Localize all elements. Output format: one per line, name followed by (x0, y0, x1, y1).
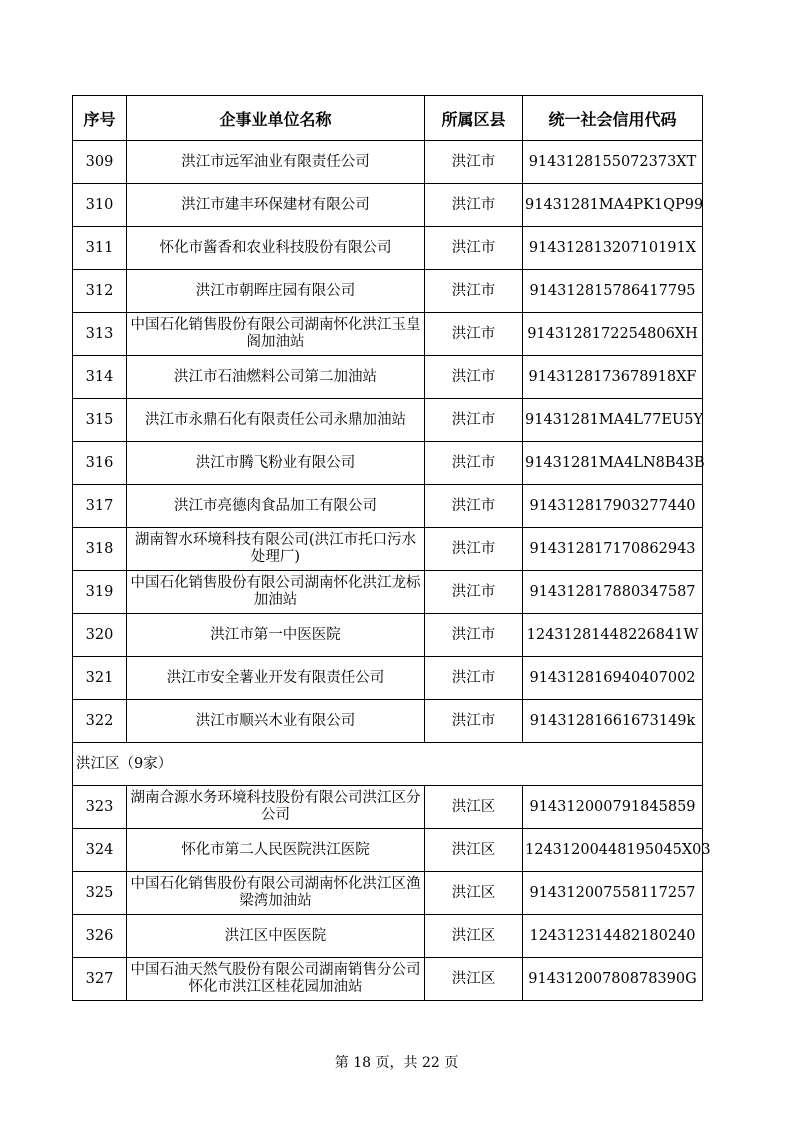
cell-seq: 314 (73, 356, 127, 399)
cell-code: 914312817880347587 (523, 571, 703, 614)
cell-code: 914312817903277440 (523, 485, 703, 528)
cell-code: 124312314482180240 (523, 915, 703, 958)
cell-name: 怀化市第二人民医院洪江医院 (127, 829, 425, 872)
table-row (73, 184, 703, 227)
cell-seq: 320 (73, 614, 127, 657)
table-row (73, 270, 703, 313)
cell-code: 9143128172254806XH (523, 313, 703, 356)
cell-seq: 325 (73, 872, 127, 915)
table-row (73, 528, 703, 571)
cell-name: 中国石油天然气股份有限公司湖南销售分公司怀化市洪江区桂花园加油站 (127, 958, 425, 1001)
cell-code: 91431281MA4L77EU5Y (523, 399, 703, 442)
cell-district: 洪江区 (425, 829, 523, 872)
table-body-hongjiang-district (73, 786, 711, 1001)
cell-district: 洪江市 (425, 356, 523, 399)
cell-code: 914312815786417795 (523, 270, 703, 313)
table-row (73, 786, 703, 829)
cell-district: 洪江市 (425, 399, 523, 442)
cell-name: 洪江市远军油业有限责任公司 (127, 141, 425, 184)
cell-seq: 319 (73, 571, 127, 614)
footer-current-page: 18 (353, 1055, 372, 1071)
cell-district: 洪江市 (425, 657, 523, 700)
cell-code: 914312000791845859 (523, 786, 703, 829)
table-row (73, 141, 703, 184)
cell-name: 洪江市顺兴木业有限公司 (127, 700, 425, 743)
cell-code: 914312816940407002 (523, 657, 703, 700)
cell-code: 9143128155072373XT (523, 141, 703, 184)
cell-seq: 313 (73, 313, 127, 356)
cell-seq: 318 (73, 528, 127, 571)
table-row (73, 571, 703, 614)
cell-name: 湖南智水环境科技有限公司(洪江市托口污水处理厂) (127, 528, 425, 571)
table-row (73, 356, 703, 399)
cell-seq: 326 (73, 915, 127, 958)
cell-name: 中国石化销售股份有限公司湖南怀化洪江龙标加油站 (127, 571, 425, 614)
table-row (73, 313, 703, 356)
footer-prefix: 第 (334, 1055, 349, 1071)
cell-district: 洪江市 (425, 571, 523, 614)
cell-name: 洪江市第一中医医院 (127, 614, 425, 657)
footer-mid: 页，共 (375, 1055, 418, 1071)
table-row (73, 657, 703, 700)
cell-district: 洪江区 (425, 786, 523, 829)
cell-seq: 324 (73, 829, 127, 872)
table-header-row (73, 96, 703, 141)
cell-district: 洪江市 (425, 614, 523, 657)
cell-district: 洪江市 (425, 313, 523, 356)
cell-district: 洪江区 (425, 872, 523, 915)
cell-district: 洪江区 (425, 915, 523, 958)
header-district: 所属区县 (425, 96, 523, 141)
cell-code: 914312007558117257 (523, 872, 703, 915)
cell-name: 中国石化销售股份有限公司湖南怀化洪江区渔梁湾加油站 (127, 872, 425, 915)
table-row (73, 915, 703, 958)
table-row (73, 872, 703, 915)
table-row (73, 227, 703, 270)
cell-name: 洪江市永鼎石化有限责任公司永鼎加油站 (127, 399, 425, 442)
cell-district: 洪江市 (425, 528, 523, 571)
section-label: 洪江区（9家） (73, 743, 703, 786)
cell-seq: 321 (73, 657, 127, 700)
cell-name: 洪江市朝晖庄园有限公司 (127, 270, 425, 313)
cell-seq: 322 (73, 700, 127, 743)
cell-code: 91431200780878390G (523, 958, 703, 1001)
cell-name: 洪江市亮德肉食品加工有限公司 (127, 485, 425, 528)
cell-code: 91431281MA4LN8B43B (523, 442, 703, 485)
footer-total-pages: 22 (421, 1055, 440, 1071)
cell-district: 洪江市 (425, 270, 523, 313)
cell-seq: 311 (73, 227, 127, 270)
cell-code: 12431281448226841W (523, 614, 703, 657)
cell-name: 洪江市建丰环保建材有限公司 (127, 184, 425, 227)
table-body-hongjiang-city (73, 141, 703, 743)
table-row (73, 614, 703, 657)
cell-district: 洪江市 (425, 141, 523, 184)
cell-name: 怀化市酱香和农业科技股份有限公司 (127, 227, 425, 270)
cell-name: 洪江市腾飞粉业有限公司 (127, 442, 425, 485)
cell-seq: 309 (73, 141, 127, 184)
table-row (73, 399, 703, 442)
table-row (73, 442, 703, 485)
page-footer (0, 1052, 793, 1072)
cell-code: 91431281MA4PK1QP99 (523, 184, 703, 227)
cell-name: 中国石化销售股份有限公司湖南怀化洪江玉皇阁加油站 (127, 313, 425, 356)
cell-code: 91431281661673149k (523, 700, 703, 743)
cell-name: 湖南合源水务环境科技股份有限公司洪江区分公司 (127, 786, 425, 829)
cell-district: 洪江市 (425, 700, 523, 743)
cell-seq: 312 (73, 270, 127, 313)
cell-code: 9143128173678918XF (523, 356, 703, 399)
cell-district: 洪江区 (425, 958, 523, 1001)
table-row (73, 700, 703, 743)
cell-name: 洪江市安全薯业开发有限责任公司 (127, 657, 425, 700)
cell-code: 914312817170862943 (523, 528, 703, 571)
cell-district: 洪江市 (425, 485, 523, 528)
cell-district: 洪江市 (425, 442, 523, 485)
cell-district: 洪江市 (425, 227, 523, 270)
cell-seq: 315 (73, 399, 127, 442)
table-body-section (73, 743, 703, 786)
cell-seq: 310 (73, 184, 127, 227)
section-row (73, 743, 703, 786)
cell-name: 洪江市石油燃料公司第二加油站 (127, 356, 425, 399)
header-name: 企事业单位名称 (127, 96, 425, 141)
cell-seq: 317 (73, 485, 127, 528)
header-code: 统一社会信用代码 (523, 96, 703, 141)
cell-code: 91431281320710191X (523, 227, 703, 270)
table-row (73, 958, 703, 1001)
header-seq: 序号 (73, 96, 127, 141)
cell-district: 洪江市 (425, 184, 523, 227)
cell-seq: 316 (73, 442, 127, 485)
cell-seq: 323 (73, 786, 127, 829)
footer-suffix: 页 (444, 1055, 459, 1071)
cell-code: 12431200448195045X03 (523, 829, 703, 872)
cell-name: 洪江区中医医院 (127, 915, 425, 958)
cell-seq: 327 (73, 958, 127, 1001)
enterprise-table (72, 95, 711, 1001)
table-row (73, 485, 703, 528)
table-row (73, 829, 703, 872)
